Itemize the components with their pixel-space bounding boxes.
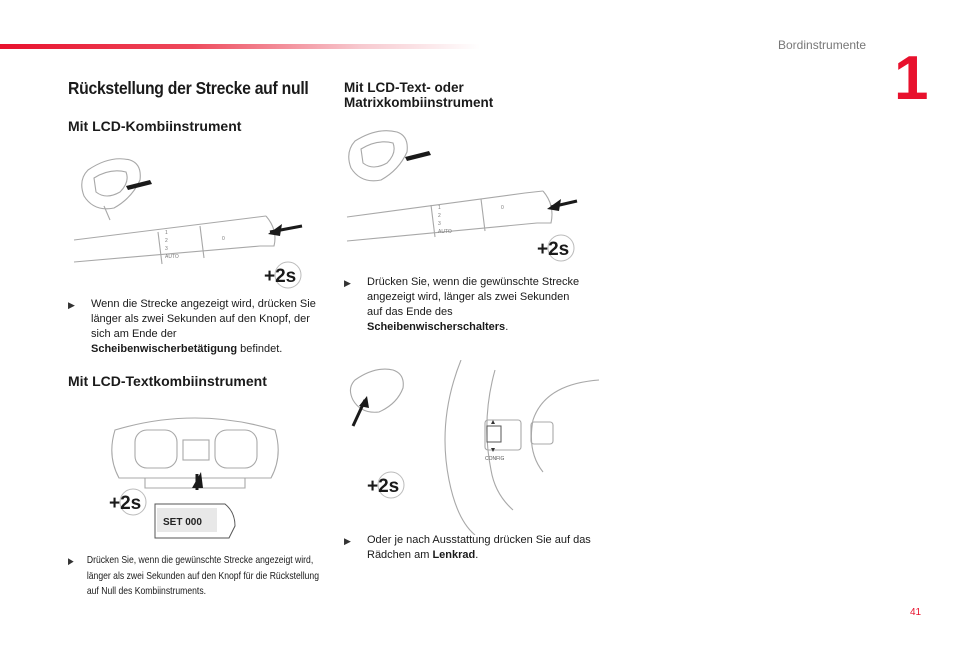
bullet-icon: ▶	[68, 556, 74, 566]
config-label: CONFIG	[485, 456, 505, 462]
wheel-instruction: ▶ Oder je nach Ausstattung drücken Sie auf das Rädchen am Lenkrad.	[344, 534, 591, 561]
display-readout: SET 000	[163, 517, 202, 528]
header-accent-bar	[0, 44, 480, 49]
page-title: Rückstellung der Strecke auf null	[68, 78, 309, 98]
svg-text:+2s: +2s	[264, 266, 297, 287]
bullet-icon: ▶	[68, 300, 75, 310]
svg-text:+2s: +2s	[367, 476, 400, 497]
press-2s-badge	[107, 487, 153, 522]
heading-lcd-matrix-instrument: Mit LCD-Text- oder Matrixkombiinstrument	[344, 80, 494, 110]
press-2s-badge	[365, 470, 411, 505]
stalk-pointer	[405, 151, 431, 161]
svg-text:3: 3	[438, 221, 441, 227]
stalk-instruction: ▶ Drücken Sie, wenn die gewünschte Strecke angezeigt wird, länger als zwei Sekunden auf das Ende des Scheibenwischerschalters.	[344, 276, 580, 333]
stalk-auto-label: AUTO	[438, 229, 452, 235]
stalk-zero-label: 0	[501, 205, 504, 211]
press-arrow-icon	[359, 396, 369, 408]
stalk-auto-label: AUTO	[165, 254, 179, 260]
svg-text:3: 3	[165, 246, 168, 252]
section-label: Bordinstrumente	[778, 38, 867, 52]
chapter-number: 1	[894, 44, 929, 113]
heading-lcd-text-instrument: Mit LCD-Textkombiinstrument	[68, 373, 267, 389]
bullet-icon: ▶	[344, 536, 351, 546]
svg-text:+2s: +2s	[537, 239, 570, 260]
svg-text:1: 1	[165, 230, 168, 236]
svg-text:1: 1	[438, 205, 441, 211]
stalk-zero-label: 0	[222, 236, 225, 242]
svg-text:2: 2	[165, 238, 168, 244]
press-2s-badge	[262, 260, 308, 295]
lcd-text-instruction: ▶ Drücken Sie, wenn die gewünschte Strecke angezeigt wird, länger als zwei Sekunden auf den Knopf für die Rückstellung auf Null des Kombiinstruments.	[68, 554, 320, 597]
steering-wheel-illustration	[345, 360, 600, 535]
instrument-cluster-illustration	[105, 410, 285, 545]
heading-lcd-instrument: Mit LCD-Kombiinstrument	[68, 118, 242, 134]
press-2s-badge	[535, 233, 581, 268]
lcd-instruction: ▶ Wenn die Strecke angezeigt wird, drücken Sie länger als zwei Sekunden auf den Knopf, der sich am Ende der Scheibenwischerbetätigung befindet.	[68, 298, 316, 355]
bullet-icon: ▶	[344, 278, 351, 288]
svg-text:2: 2	[438, 213, 441, 219]
page-number: 41	[910, 607, 922, 618]
svg-text:+2s: +2s	[109, 493, 142, 514]
press-arrow-icon	[268, 224, 282, 236]
